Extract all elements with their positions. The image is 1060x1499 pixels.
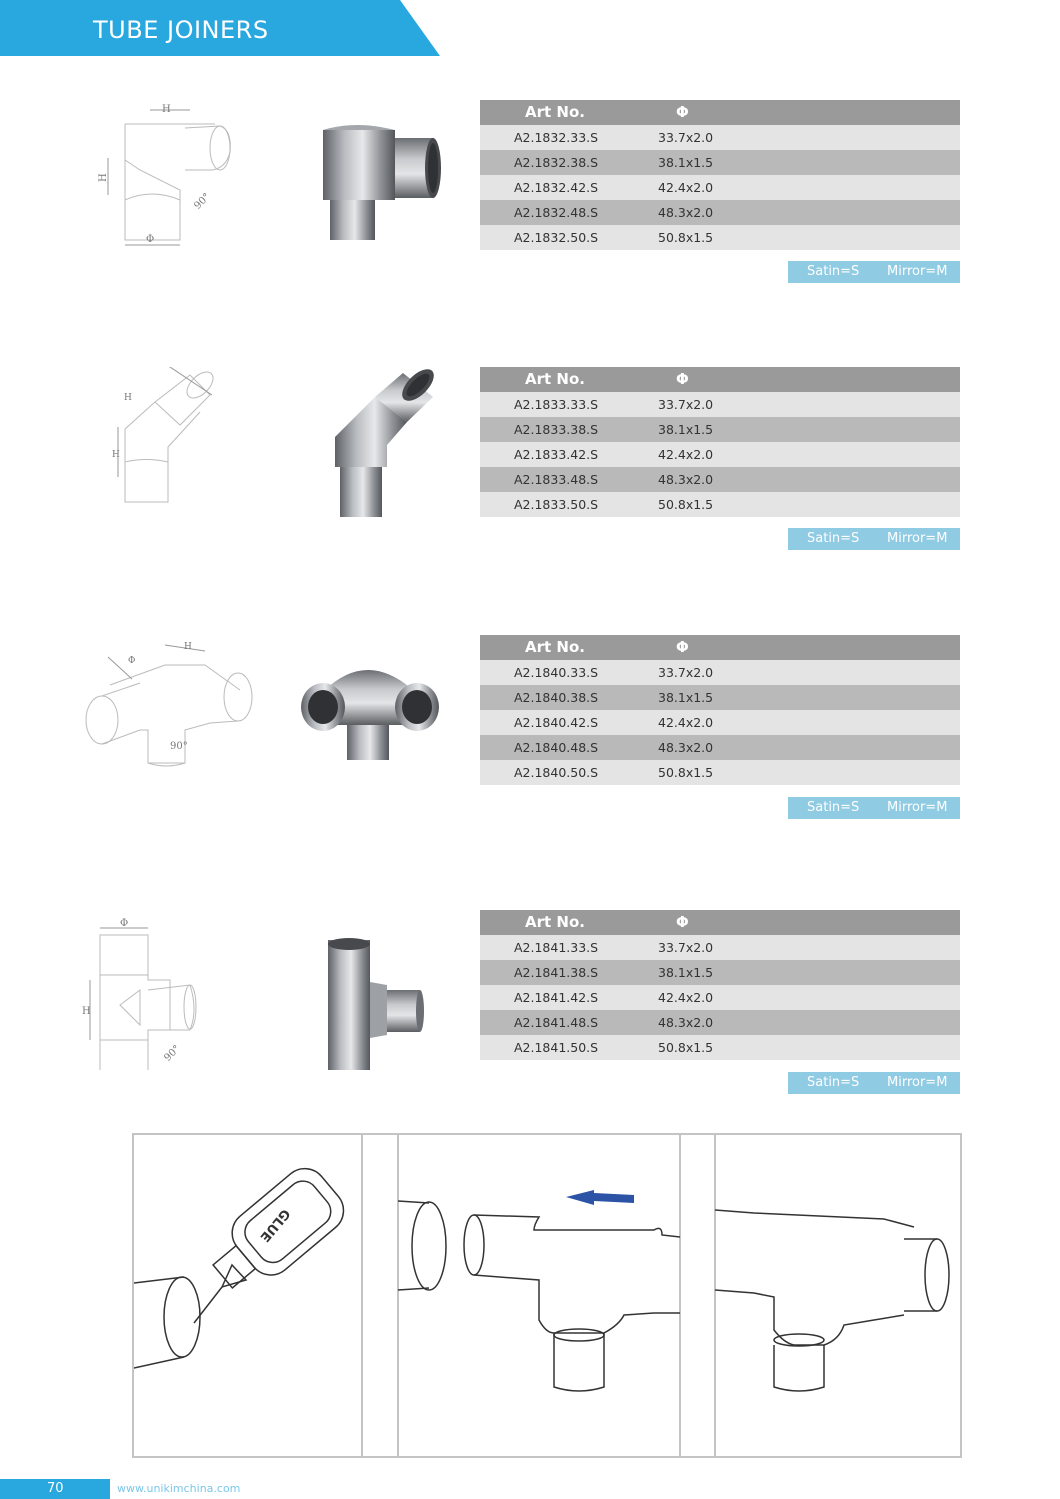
size-cell: 38.1x1.5: [658, 965, 714, 980]
product-section-3-way-corner: [0, 635, 1060, 835]
corner-3way-technical-drawing: [80, 635, 260, 795]
step-glue-drawing: [134, 1160, 352, 1368]
spec-table: [480, 635, 960, 785]
dim-phi-label: Φ: [120, 918, 129, 929]
art-no-cell: A2.1840.33.S: [514, 665, 599, 680]
elbow-90-technical-drawing: [80, 100, 260, 260]
website-url[interactable]: www.unikimchina.com: [117, 1482, 241, 1495]
size-cell: 50.8x1.5: [658, 1040, 714, 1055]
table-header-row: [480, 635, 960, 660]
table-row: [480, 735, 960, 760]
angle-label: 90°: [162, 1043, 183, 1064]
step-insert-drawing: [398, 1201, 680, 1391]
table-row: [480, 492, 960, 517]
spec-table: [480, 910, 960, 1060]
art-no-cell: A2.1841.38.S: [514, 965, 599, 980]
finish-legend: [788, 528, 960, 550]
table-row: [480, 1010, 960, 1035]
table-header-row: [480, 910, 960, 935]
size-cell: 42.4x2.0: [658, 180, 714, 195]
angle-label: 90°: [170, 741, 188, 752]
mirror-label: Mirror=M: [887, 1075, 948, 1090]
page-number-tab: [0, 1479, 110, 1499]
glue-label: GLUE: [256, 1205, 293, 1245]
t-joint-technical-drawing: [80, 910, 260, 1070]
satin-label: Satin=S: [807, 1075, 860, 1090]
col-header-art-no: Art No.: [525, 370, 585, 388]
size-cell: 50.8x1.5: [658, 765, 714, 780]
col-header-phi: Φ: [676, 638, 689, 656]
dim-h-label: H: [82, 1006, 91, 1017]
table-row: [480, 200, 960, 225]
table-row: [480, 467, 960, 492]
size-cell: 38.1x1.5: [658, 155, 714, 170]
size-cell: 42.4x2.0: [658, 447, 714, 462]
col-header-phi: Φ: [676, 103, 689, 121]
page-number: 70: [47, 1481, 64, 1496]
size-cell: 48.3x2.0: [658, 740, 714, 755]
table-row: [480, 710, 960, 735]
dim-h-label: H: [124, 393, 132, 403]
installation-steps-illustration: [134, 1135, 960, 1456]
header-banner: [0, 0, 440, 56]
art-no-cell: A2.1841.33.S: [514, 940, 599, 955]
art-no-cell: A2.1833.38.S: [514, 422, 599, 437]
table-row: [480, 1035, 960, 1060]
size-cell: 50.8x1.5: [658, 497, 714, 512]
art-no-cell: A2.1840.50.S: [514, 765, 599, 780]
satin-label: Satin=S: [807, 531, 860, 546]
step-assembled-drawing: [715, 1210, 949, 1391]
t-joint-photo: [295, 910, 455, 1070]
mirror-label: Mirror=M: [887, 264, 948, 279]
art-no-cell: A2.1832.33.S: [514, 130, 599, 145]
col-header-phi: Φ: [676, 913, 689, 931]
art-no-cell: A2.1833.33.S: [514, 397, 599, 412]
table-header-row: [480, 100, 960, 125]
spec-table: [480, 367, 960, 517]
col-header-art-no: Art No.: [525, 913, 585, 931]
art-no-cell: A2.1832.50.S: [514, 230, 599, 245]
size-cell: 33.7x2.0: [658, 665, 714, 680]
size-cell: 48.3x2.0: [658, 205, 714, 220]
art-no-cell: A2.1840.38.S: [514, 690, 599, 705]
table-row: [480, 225, 960, 250]
spec-table: [480, 100, 960, 250]
product-section-90-elbow: [0, 100, 1060, 300]
table-row: [480, 985, 960, 1010]
size-cell: 42.4x2.0: [658, 715, 714, 730]
elbow-135-technical-drawing: [80, 367, 260, 527]
table-row: [480, 760, 960, 785]
finish-legend: [788, 261, 960, 283]
art-no-cell: A2.1833.50.S: [514, 497, 599, 512]
mirror-label: Mirror=M: [887, 800, 948, 815]
table-header-row: [480, 367, 960, 392]
art-no-cell: A2.1841.42.S: [514, 990, 599, 1005]
size-cell: 48.3x2.0: [658, 472, 714, 487]
col-header-art-no: Art No.: [525, 103, 585, 121]
elbow-90-photo: [295, 100, 455, 260]
installation-steps-panel: [132, 1133, 962, 1458]
size-cell: 38.1x1.5: [658, 690, 714, 705]
col-header-phi: Φ: [676, 370, 689, 388]
size-cell: 50.8x1.5: [658, 230, 714, 245]
dim-h-label: H: [162, 104, 171, 115]
table-row: [480, 685, 960, 710]
arrow-left-icon: [566, 1190, 634, 1205]
art-no-cell: A2.1841.48.S: [514, 1015, 599, 1030]
art-no-cell: A2.1840.48.S: [514, 740, 599, 755]
satin-label: Satin=S: [807, 800, 860, 815]
size-cell: 33.7x2.0: [658, 940, 714, 955]
satin-label: Satin=S: [807, 264, 860, 279]
corner-3way-photo: [295, 635, 455, 795]
size-cell: 42.4x2.0: [658, 990, 714, 1005]
product-section-t-joint: [0, 910, 1060, 1110]
mirror-label: Mirror=M: [887, 531, 948, 546]
dim-h-label: H: [112, 450, 120, 460]
table-row: [480, 125, 960, 150]
size-cell: 33.7x2.0: [658, 397, 714, 412]
table-row: [480, 392, 960, 417]
art-no-cell: A2.1833.48.S: [514, 472, 599, 487]
art-no-cell: A2.1840.42.S: [514, 715, 599, 730]
dim-phi-label: Φ: [146, 234, 155, 245]
table-row: [480, 960, 960, 985]
dim-h-label: H: [184, 642, 192, 652]
dim-h-label: H: [98, 173, 109, 182]
page-title: TUBE JOINERS: [93, 16, 269, 44]
art-no-cell: A2.1841.50.S: [514, 1040, 599, 1055]
art-no-cell: A2.1832.48.S: [514, 205, 599, 220]
angle-label: 90°: [192, 191, 213, 212]
table-row: [480, 935, 960, 960]
table-row: [480, 150, 960, 175]
table-row: [480, 442, 960, 467]
elbow-135-photo: [295, 367, 455, 527]
finish-legend: [788, 1072, 960, 1094]
art-no-cell: A2.1832.42.S: [514, 180, 599, 195]
table-row: [480, 175, 960, 200]
art-no-cell: A2.1833.42.S: [514, 447, 599, 462]
table-row: [480, 660, 960, 685]
dim-phi-label: Φ: [128, 656, 136, 666]
product-section-135-elbow: [0, 367, 1060, 567]
size-cell: 48.3x2.0: [658, 1015, 714, 1030]
finish-legend: [788, 797, 960, 819]
table-row: [480, 417, 960, 442]
size-cell: 33.7x2.0: [658, 130, 714, 145]
size-cell: 38.1x1.5: [658, 422, 714, 437]
art-no-cell: A2.1832.38.S: [514, 155, 599, 170]
col-header-art-no: Art No.: [525, 638, 585, 656]
